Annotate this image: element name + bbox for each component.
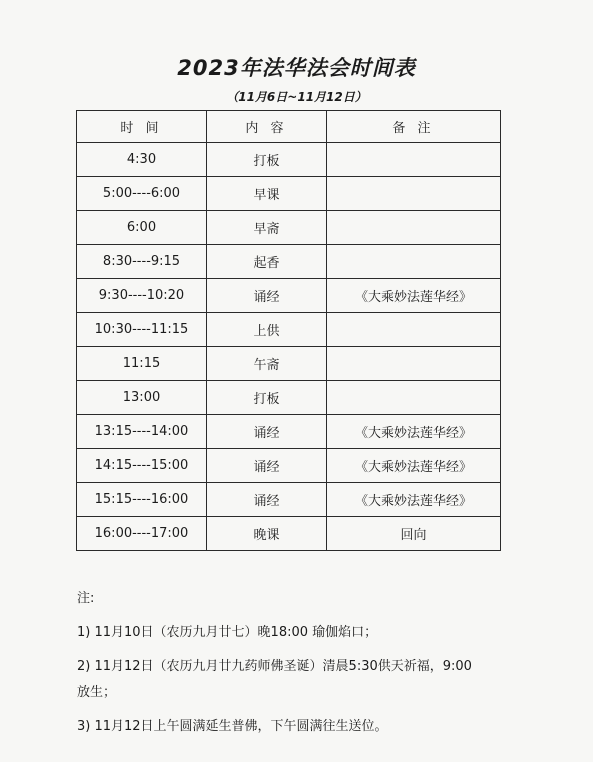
cell-time: 14:15----15:00 — [77, 449, 207, 483]
cell-time: 16:00----17:00 — [77, 517, 207, 551]
cell-time: 10:30----11:15 — [77, 313, 207, 347]
cell-time: 13:15----14:00 — [77, 415, 207, 449]
header-content: 内 容 — [207, 111, 327, 143]
cell-note — [327, 211, 501, 245]
cell-time: 4:30 — [77, 143, 207, 177]
note-item: 2) 11月12日（农历九月廿九药师佛圣诞）清晨5:30供天祈福，9:00 — [77, 659, 472, 674]
cell-content: 上供 — [207, 313, 327, 347]
cell-time: 9:30----10:20 — [77, 279, 207, 313]
cell-note — [327, 381, 501, 415]
cell-time: 15:15----16:00 — [77, 483, 207, 517]
cell-content: 起香 — [207, 245, 327, 279]
cell-content: 打板 — [207, 381, 327, 415]
cell-time: 6:00 — [77, 211, 207, 245]
table-row — [77, 381, 501, 415]
cell-content: 晚课 — [207, 517, 327, 551]
cell-time: 11:15 — [77, 347, 207, 381]
table-row — [77, 177, 501, 211]
cell-note: 《大乘妙法莲华经》 — [327, 279, 501, 313]
cell-content: 午斋 — [207, 347, 327, 381]
page-title: 2023年法华法会时间表 — [177, 56, 416, 80]
cell-content: 早斋 — [207, 211, 327, 245]
date-range-subtitle: （11月6日~11月12日） — [226, 90, 367, 104]
cell-content: 诵经 — [207, 279, 327, 313]
table-row — [77, 517, 501, 551]
table-row — [77, 483, 501, 517]
cell-time: 5:00----6:00 — [77, 177, 207, 211]
table-row — [77, 449, 501, 483]
cell-note: 《大乘妙法莲华经》 — [327, 415, 501, 449]
schedule-table — [76, 110, 501, 551]
cell-content: 诵经 — [207, 483, 327, 517]
note-item: 1) 11月10日（农历九月廿七）晚18:00 瑜伽焰口； — [77, 625, 378, 640]
table-row — [77, 313, 501, 347]
table-row — [77, 347, 501, 381]
cell-note — [327, 313, 501, 347]
cell-note: 《大乘妙法莲华经》 — [327, 483, 501, 517]
table-row — [77, 415, 501, 449]
cell-note: 回向 — [327, 517, 501, 551]
cell-time: 13:00 — [77, 381, 207, 415]
notes-section — [77, 590, 547, 752]
cell-content: 诵经 — [207, 415, 327, 449]
cell-note — [327, 245, 501, 279]
table-row — [77, 245, 501, 279]
notes-heading: 注: — [77, 591, 95, 606]
table-header-row — [77, 111, 501, 143]
cell-time: 8:30----9:15 — [77, 245, 207, 279]
cell-content: 打板 — [207, 143, 327, 177]
header-note: 备 注 — [327, 111, 501, 143]
cell-note: 《大乘妙法莲华经》 — [327, 449, 501, 483]
cell-note — [327, 347, 501, 381]
cell-content: 早课 — [207, 177, 327, 211]
cell-content: 诵经 — [207, 449, 327, 483]
note-item: 3) 11月12日上午圆满延生普佛，下午圆满往生送位。 — [77, 719, 388, 734]
note-item-continuation: 放生； — [77, 685, 117, 700]
table-row — [77, 211, 501, 245]
cell-note — [327, 143, 501, 177]
table-row — [77, 279, 501, 313]
cell-note — [327, 177, 501, 211]
table-row — [77, 143, 501, 177]
header-time: 时 间 — [77, 111, 207, 143]
